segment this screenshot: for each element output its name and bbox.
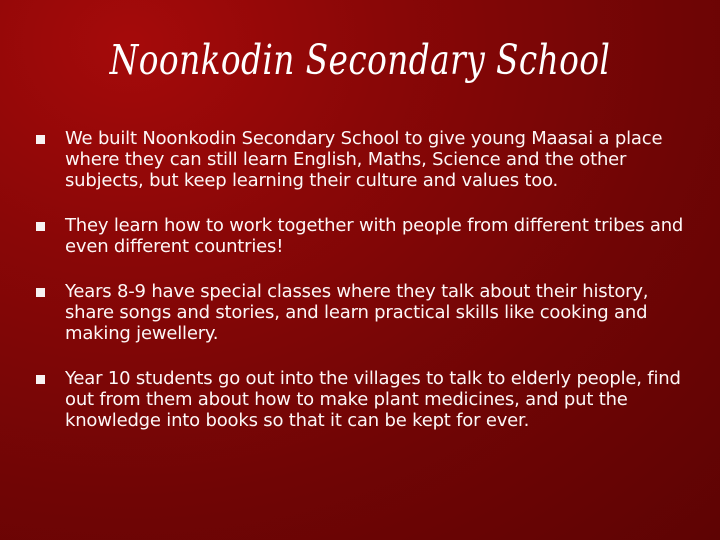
square-bullet-icon — [36, 222, 45, 231]
bullet-item — [36, 368, 686, 431]
bullet-item — [36, 215, 686, 257]
square-bullet-icon — [36, 288, 45, 297]
bullet-item — [36, 281, 686, 344]
square-bullet-icon — [36, 375, 45, 384]
bullet-text: We built Noonkodin Secondary School to give young Maasai a place where they can still learn English, Maths, Science and the other subjects, but keep learning their culture and values too. — [65, 128, 663, 191]
bullet-item — [36, 128, 686, 191]
bullet-list — [36, 128, 686, 455]
square-bullet-icon — [36, 135, 45, 144]
slide-title: Noonkodin Secondary School — [109, 36, 611, 84]
bullet-text: They learn how to work together with people from different tribes and even different countries! — [65, 215, 684, 257]
bullet-text: Year 10 students go out into the villages to talk to elderly people, find out from them about how to make plant medicines, and put the knowledge into books so that it can be kept for ever. — [65, 368, 681, 431]
bullet-text: Years 8-9 have special classes where they talk about their history, share songs and stories, and learn practical skills like cooking and making jewellery. — [65, 281, 649, 344]
